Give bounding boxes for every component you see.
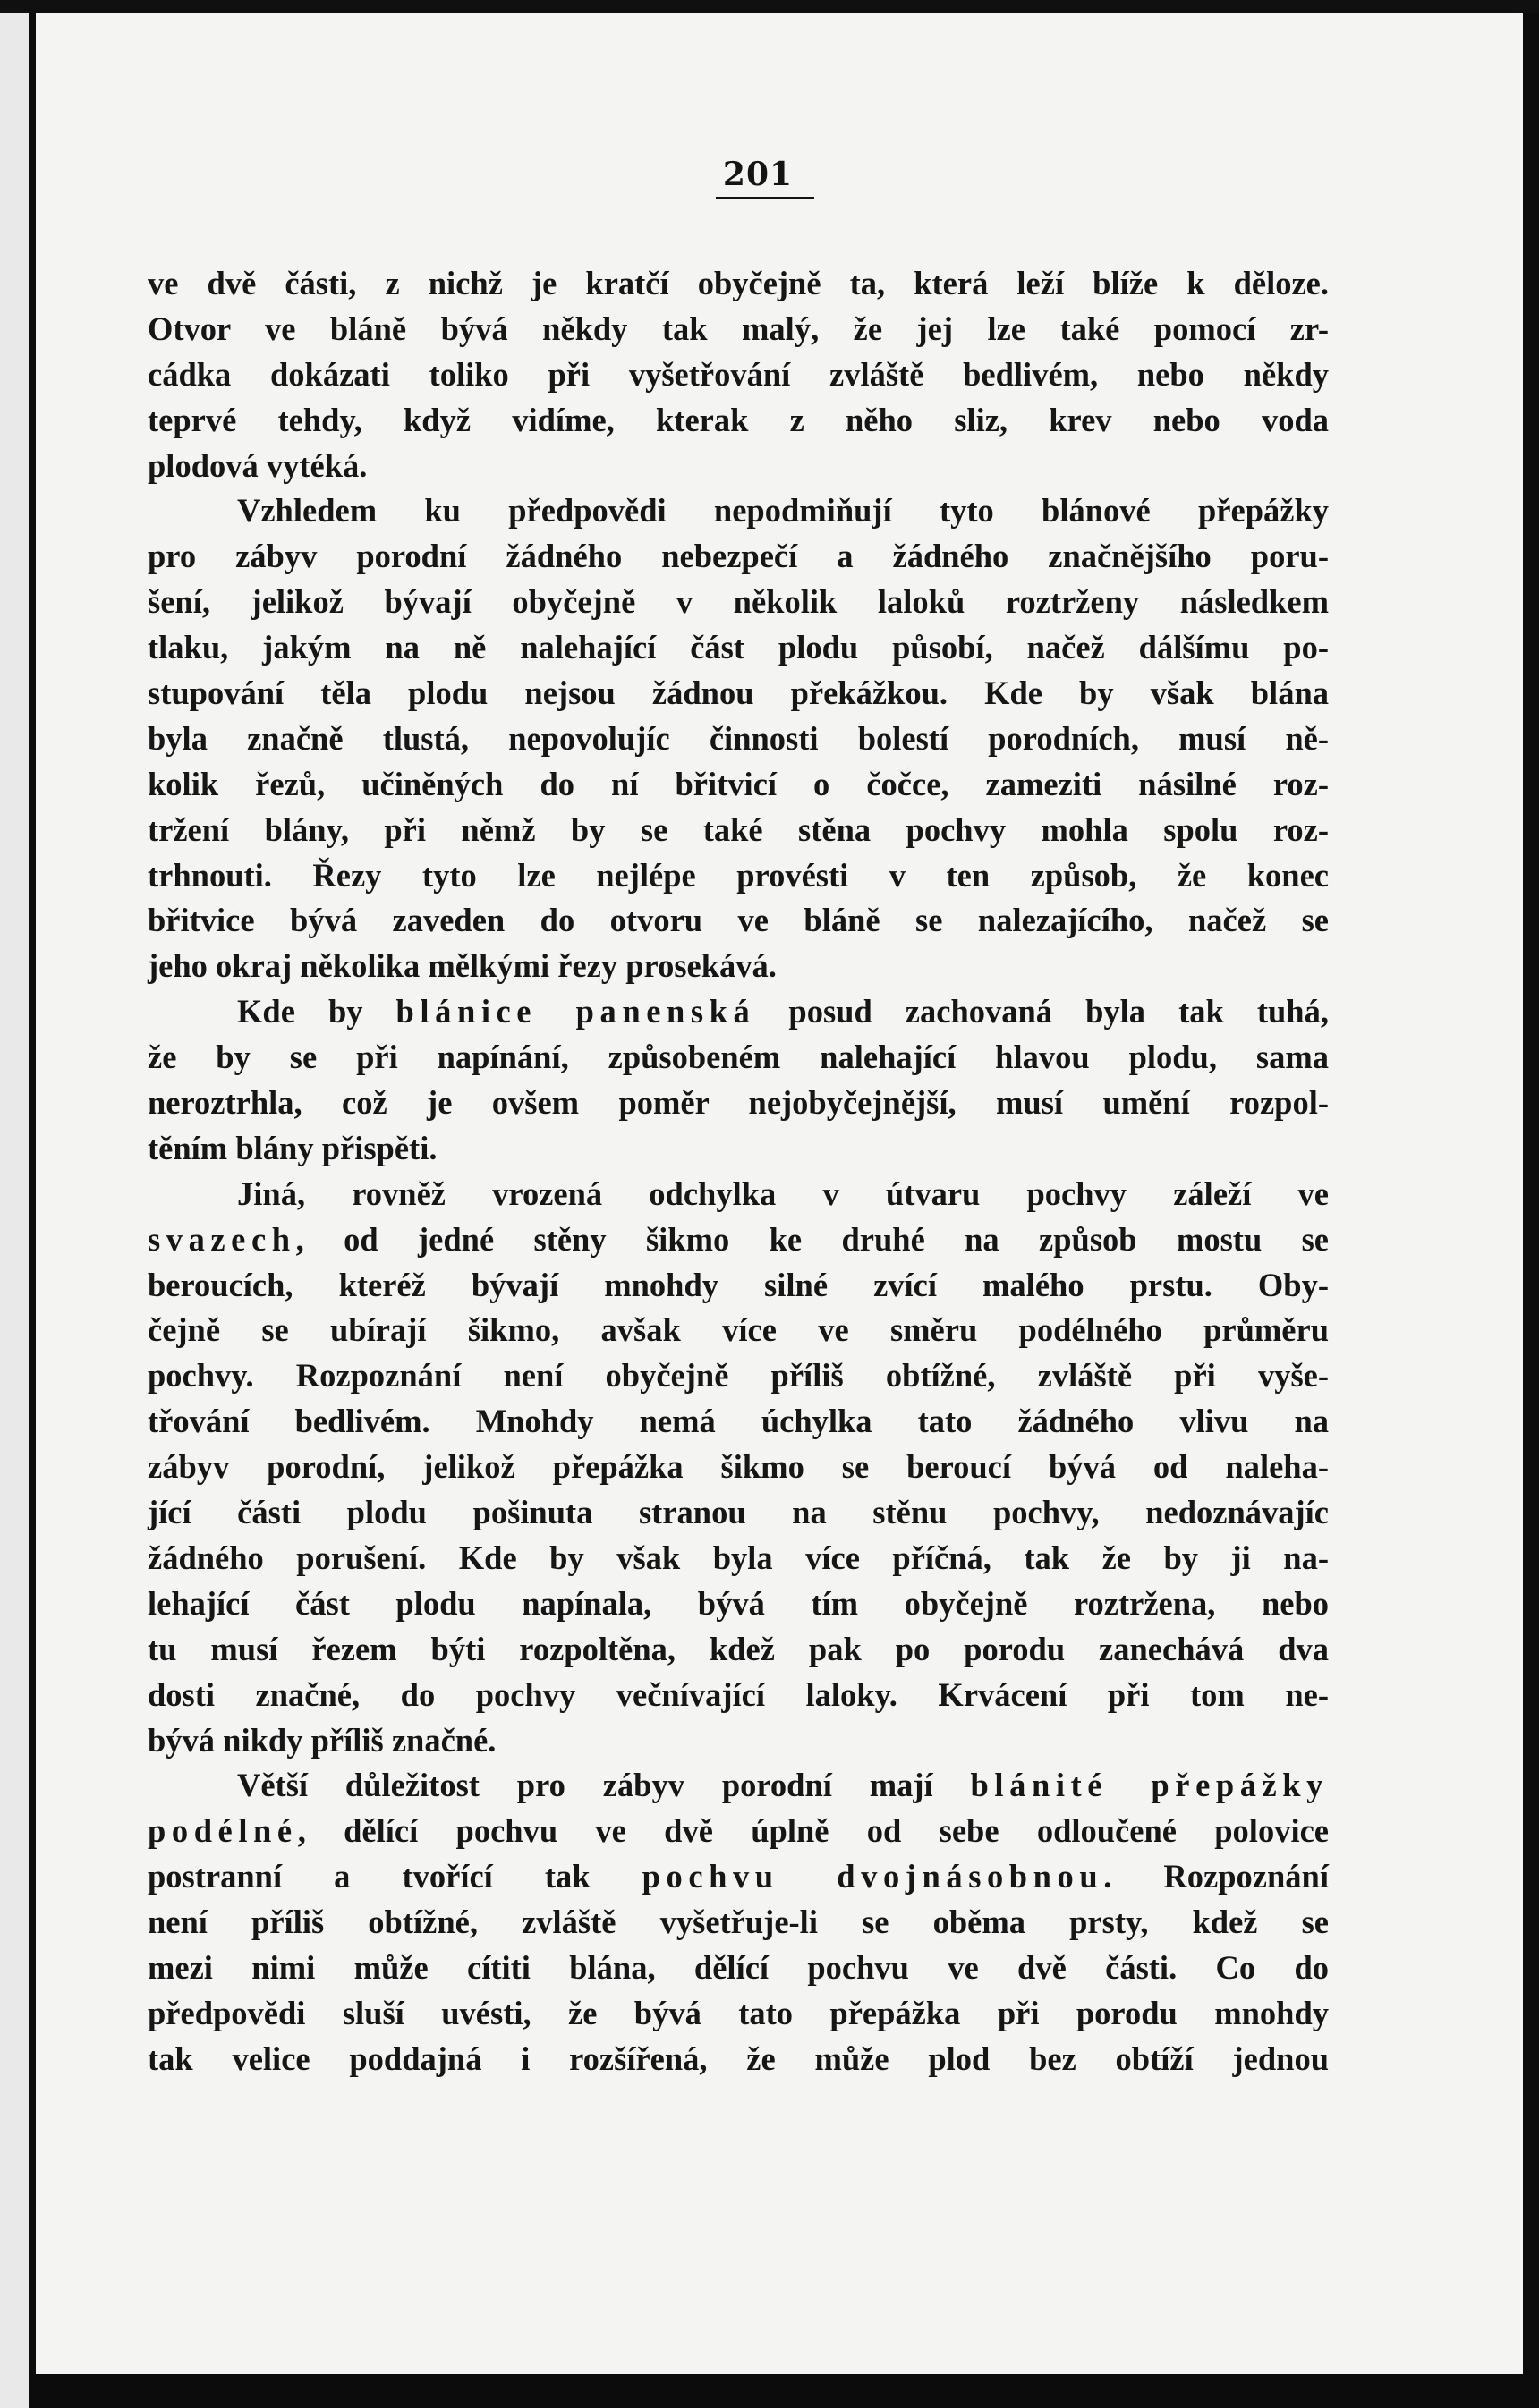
text-line xyxy=(148,1536,1329,1581)
text-line xyxy=(148,944,1329,989)
text-line xyxy=(148,808,1329,853)
scan-left-strip xyxy=(0,13,29,2408)
spaced-emphasis-text: blánice panenská xyxy=(395,993,756,1030)
text-run: Vzhledem ku předpovědi nepodmiňují tyto blánové přepážky xyxy=(237,492,1329,530)
text-run: kolik řezů, učiněných do ní břitvicí o čočce, zameziti násilné roz- xyxy=(148,765,1329,802)
text-run: že by se při napínání, způsobeném nalehající hlavou plodu, sama xyxy=(148,1039,1329,1076)
text-line xyxy=(148,1490,1329,1536)
text-line xyxy=(148,1900,1329,1946)
text-run: cádka dokázati toliko při vyšetřování zvláště bedlivém, nebo někdy xyxy=(148,355,1329,393)
text-run: předpovědi sluší uvésti, že bývá tato přepážka při porodu mnohdy xyxy=(148,1994,1329,2031)
text-run: Větší důležitost pro zábyv porodní mají xyxy=(237,1767,971,1804)
text-run: pro zábyv porodní žádného nebezpečí a žádného značnějšího poru- xyxy=(148,538,1329,575)
text-line xyxy=(148,1172,1329,1217)
text-line xyxy=(148,1991,1329,2037)
text-run: břitvice bývá zaveden do otvoru ve bláně se nalezajícího, načež se xyxy=(148,902,1329,939)
text-line xyxy=(148,398,1329,444)
text-run: lehající část plodu napínala, bývá tím obyčejně roztržena, nebo xyxy=(148,1584,1329,1622)
text-run: žádného porušení. Kde by však byla více příčná, tak že by ji na- xyxy=(148,1539,1329,1576)
text-run: plodová vytéká. xyxy=(148,446,368,484)
text-line xyxy=(148,1718,1329,1764)
body-text xyxy=(148,261,1329,2082)
text-run: šení, jelikož bývají obyčejně v několik laloků roztrženy následkem xyxy=(148,583,1329,621)
text-line xyxy=(148,1081,1329,1126)
text-line xyxy=(148,989,1329,1035)
text-run: není příliš obtížné, zvláště vyšetřuje-li se oběma prsty, kdež se xyxy=(148,1904,1329,1941)
text-line xyxy=(148,1673,1329,1718)
text-run: mezi nimi může cítiti blána, dělící pochvu ve dvě části. Co do xyxy=(148,1948,1329,1986)
text-line xyxy=(148,352,1329,398)
text-run: zábyv porodní, jelikož přepážka šikmo se beroucí bývá od naleha- xyxy=(148,1448,1329,1486)
text-line xyxy=(148,2037,1329,2082)
text-run: byla značně tlustá, nepovolujíc činnosti bolestí porodních, musí ně- xyxy=(148,719,1329,757)
text-run: dosti značné, do pochvy večnívající laloky. Krvácení při tom ne- xyxy=(148,1675,1329,1713)
text-line xyxy=(148,1217,1329,1263)
text-run: beroucích, kteréž bývají mnohdy silné zvící malého prstu. Oby- xyxy=(148,1266,1329,1303)
text-run: stupování těla plodu nejsou žádnou překážkou. Kde by však blána xyxy=(148,674,1329,712)
text-line xyxy=(148,762,1329,808)
text-run: trhnouti. Řezy tyto lze nejlépe provésti v ten způsob, že konec xyxy=(148,856,1329,894)
text-line xyxy=(148,1854,1329,1900)
text-line xyxy=(148,1263,1329,1309)
text-line xyxy=(148,1445,1329,1490)
book-page xyxy=(36,13,1523,2374)
page-number-underline xyxy=(716,197,814,199)
text-run: Jiná, rovněž vrozená odchylka v útvaru pochvy záleží ve xyxy=(237,1174,1329,1212)
text-run: jící části plodu pošinuta stranou na stěnu pochvy, nedoznávajíc xyxy=(148,1494,1329,1531)
text-line xyxy=(148,716,1329,762)
text-run: postranní a tvořící tak xyxy=(148,1858,642,1895)
text-line xyxy=(148,1809,1329,1854)
text-line xyxy=(148,488,1329,534)
text-line xyxy=(148,1126,1329,1172)
text-line xyxy=(148,1581,1329,1627)
text-line xyxy=(148,307,1329,352)
text-run: tržení blány, při němž by se také stěna pochvy mohla spolu roz- xyxy=(148,810,1329,848)
text-run: čejně se ubírají šikmo, avšak více ve směru podélného průměru xyxy=(148,1311,1329,1349)
text-run: neroztrhla, což je ovšem poměr nejobyčejnější, musí umění rozpol- xyxy=(148,1084,1329,1122)
text-line xyxy=(148,261,1329,307)
text-run: tu musí řezem býti rozpoltěna, kdež pak po porodu zanechává dva xyxy=(148,1630,1329,1667)
spaced-emphasis-text: pochvu dvojnásobnou xyxy=(642,1858,1104,1895)
text-run: tlaku, jakým na ně nalehající část plodu působí, načež dálšímu po- xyxy=(148,629,1329,666)
text-line xyxy=(148,853,1329,899)
text-run: pochvy. Rozpoznání není obyčejně příliš obtížné, zvláště při vyše- xyxy=(148,1357,1329,1395)
text-line xyxy=(148,1035,1329,1081)
text-run: Kde by xyxy=(237,993,396,1030)
text-line xyxy=(148,1308,1329,1353)
text-line xyxy=(148,898,1329,944)
text-line xyxy=(148,1946,1329,1991)
text-line xyxy=(148,580,1329,625)
text-run: jeho okraj několika mělkými řezy prosekává. xyxy=(148,947,777,985)
text-run: posud zachovaná byla tak tuhá, xyxy=(755,993,1329,1030)
page-number: 201 xyxy=(722,156,794,193)
text-run: tak velice poddajná i rozšířená, že může plod bez obtíží jednou xyxy=(148,2039,1329,2077)
spaced-emphasis-text: blánité přepážky xyxy=(970,1767,1329,1804)
text-line xyxy=(148,1353,1329,1399)
text-run: těním blány přispěti. xyxy=(148,1129,438,1166)
text-line xyxy=(148,1627,1329,1673)
spaced-emphasis-text: svazech xyxy=(148,1220,296,1258)
text-line xyxy=(148,671,1329,716)
scan-gutter xyxy=(29,13,36,2408)
text-line xyxy=(148,1399,1329,1445)
scan-top-edge xyxy=(0,0,1539,13)
text-run: , od jedné stěny šikmo ke druhé na způsob mostu se xyxy=(295,1220,1329,1258)
text-run: ve dvě části, z nichž je kratčí obyčejně ta, která leží blíže k děloze. xyxy=(148,265,1329,301)
text-line xyxy=(148,534,1329,580)
text-run: . Rozpoznání xyxy=(1103,1858,1329,1895)
text-run: bývá nikdy příliš značné. xyxy=(148,1721,497,1759)
text-run: třování bedlivém. Mnohdy nemá úchylka tato žádného vlivu na xyxy=(148,1403,1329,1440)
text-run: teprvé tehdy, když vidíme, kterak z něho sliz, krev nebo voda xyxy=(148,401,1329,438)
text-line xyxy=(148,1763,1329,1809)
text-run: Otvor ve bláně bývá někdy tak malý, že jej lze také pomocí zr- xyxy=(148,309,1329,347)
text-run: , dělící pochvu ve dvě úplně od sebe odloučené polovice xyxy=(297,1812,1329,1850)
text-line xyxy=(148,444,1329,489)
text-line xyxy=(148,625,1329,671)
spaced-emphasis-text: podélné xyxy=(148,1812,298,1850)
